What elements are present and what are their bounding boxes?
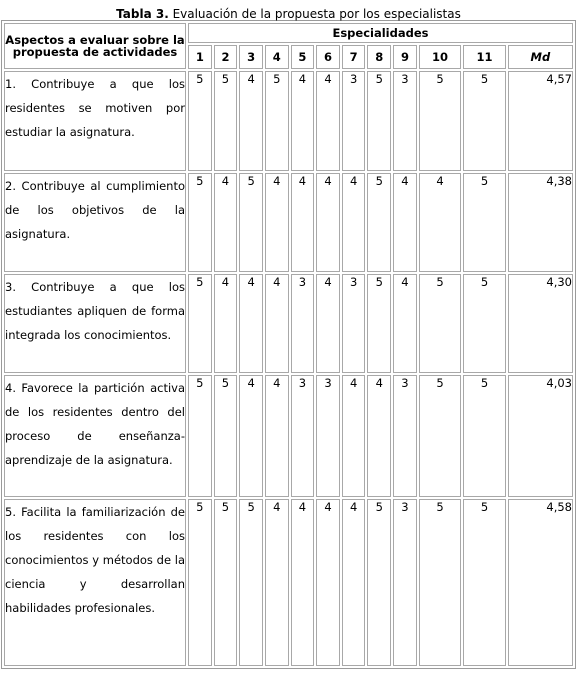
score-cell: 5 [463, 375, 506, 497]
md-cell: 4,30 [508, 274, 573, 373]
col-header-3: 3 [239, 45, 263, 69]
score-cell: 4 [239, 71, 263, 171]
col-header-6: 6 [316, 45, 340, 69]
md-cell: 4,38 [508, 173, 573, 272]
score-cell: 3 [291, 274, 315, 373]
score-cell: 4 [342, 173, 366, 272]
score-cell: 3 [342, 71, 366, 171]
score-cell: 4 [214, 274, 238, 373]
score-cell: 4 [239, 274, 263, 373]
aspect-cell: 1. Contribuye a que los residentes se motiven por estudiar la asignatura. [4, 71, 186, 171]
score-cell: 5 [188, 274, 212, 373]
score-cell: 4 [316, 274, 340, 373]
score-cell: 5 [463, 274, 506, 373]
score-cell: 5 [188, 71, 212, 171]
score-cell: 5 [188, 499, 212, 666]
score-cell: 5 [214, 71, 238, 171]
md-cell: 4,03 [508, 375, 573, 497]
score-cell: 4 [265, 173, 289, 272]
score-cell: 5 [214, 499, 238, 666]
table-row [4, 71, 573, 171]
col-header-8: 8 [367, 45, 391, 69]
score-cell: 5 [419, 499, 462, 666]
md-cell: 4,57 [508, 71, 573, 171]
score-cell: 5 [239, 499, 263, 666]
header-aspect: Aspectos a evaluar sobre la propuesta de actividades [4, 23, 186, 69]
score-cell: 4 [393, 173, 417, 272]
table-body [4, 71, 573, 666]
score-cell: 5 [419, 71, 462, 171]
score-cell: 4 [291, 499, 315, 666]
col-header-11: 11 [463, 45, 506, 69]
col-header-4: 4 [265, 45, 289, 69]
score-cell: 4 [291, 71, 315, 171]
col-header-10: 10 [419, 45, 462, 69]
score-cell: 5 [463, 71, 506, 171]
score-cell: 5 [463, 499, 506, 666]
table-caption [0, 0, 577, 20]
table-caption-text: Evaluación de la propuesta por los especialistas [168, 7, 461, 21]
score-cell: 3 [393, 71, 417, 171]
evaluation-table [1, 20, 576, 669]
score-cell: 5 [367, 173, 391, 272]
score-cell: 4 [239, 375, 263, 497]
score-cell: 3 [393, 499, 417, 666]
score-cell: 5 [419, 274, 462, 373]
aspect-cell: 4. Favorece la partición activa de los residentes dentro del proceso de enseñanza-aprendizaje de la asignatura. [4, 375, 186, 497]
col-header-5: 5 [291, 45, 315, 69]
table-row [4, 274, 573, 373]
score-cell: 5 [188, 173, 212, 272]
col-header-md: Md [508, 45, 573, 69]
score-cell: 5 [367, 274, 391, 373]
score-cell: 3 [291, 375, 315, 497]
table-row [4, 499, 573, 666]
score-cell: 4 [342, 375, 366, 497]
score-cell: 5 [239, 173, 263, 272]
score-cell: 5 [367, 499, 391, 666]
header-specialties: Especialidades [188, 23, 573, 43]
header-row [4, 23, 573, 43]
md-cell: 4,58 [508, 499, 573, 666]
score-cell: 5 [214, 375, 238, 497]
score-cell: 4 [214, 173, 238, 272]
score-cell: 3 [393, 375, 417, 497]
aspect-cell: 5. Facilita la familiarización de los residentes con los conocimientos y métodos de la ciencia y desarrollan habilidades profesionales. [4, 499, 186, 666]
score-cell: 4 [265, 499, 289, 666]
score-cell: 4 [265, 375, 289, 497]
score-cell: 4 [316, 71, 340, 171]
score-cell: 5 [419, 375, 462, 497]
score-cell: 4 [419, 173, 462, 272]
score-cell: 4 [367, 375, 391, 497]
table-caption-label: Tabla 3. [116, 7, 169, 21]
score-cell: 4 [316, 173, 340, 272]
score-cell: 4 [393, 274, 417, 373]
col-header-1: 1 [188, 45, 212, 69]
score-cell: 5 [188, 375, 212, 497]
aspect-cell: 2. Contribuye al cumplimiento de los objetivos de la asignatura. [4, 173, 186, 272]
score-cell: 4 [265, 274, 289, 373]
table-row [4, 375, 573, 497]
col-header-2: 2 [214, 45, 238, 69]
score-cell: 4 [342, 499, 366, 666]
col-header-7: 7 [342, 45, 366, 69]
score-cell: 4 [316, 499, 340, 666]
score-cell: 5 [463, 173, 506, 272]
aspect-cell: 3. Contribuye a que los estudiantes apliquen de forma integrada los conocimientos. [4, 274, 186, 373]
score-cell: 5 [265, 71, 289, 171]
col-header-9: 9 [393, 45, 417, 69]
score-cell: 3 [316, 375, 340, 497]
score-cell: 5 [367, 71, 391, 171]
score-cell: 4 [291, 173, 315, 272]
score-cell: 3 [342, 274, 366, 373]
table-row [4, 173, 573, 272]
